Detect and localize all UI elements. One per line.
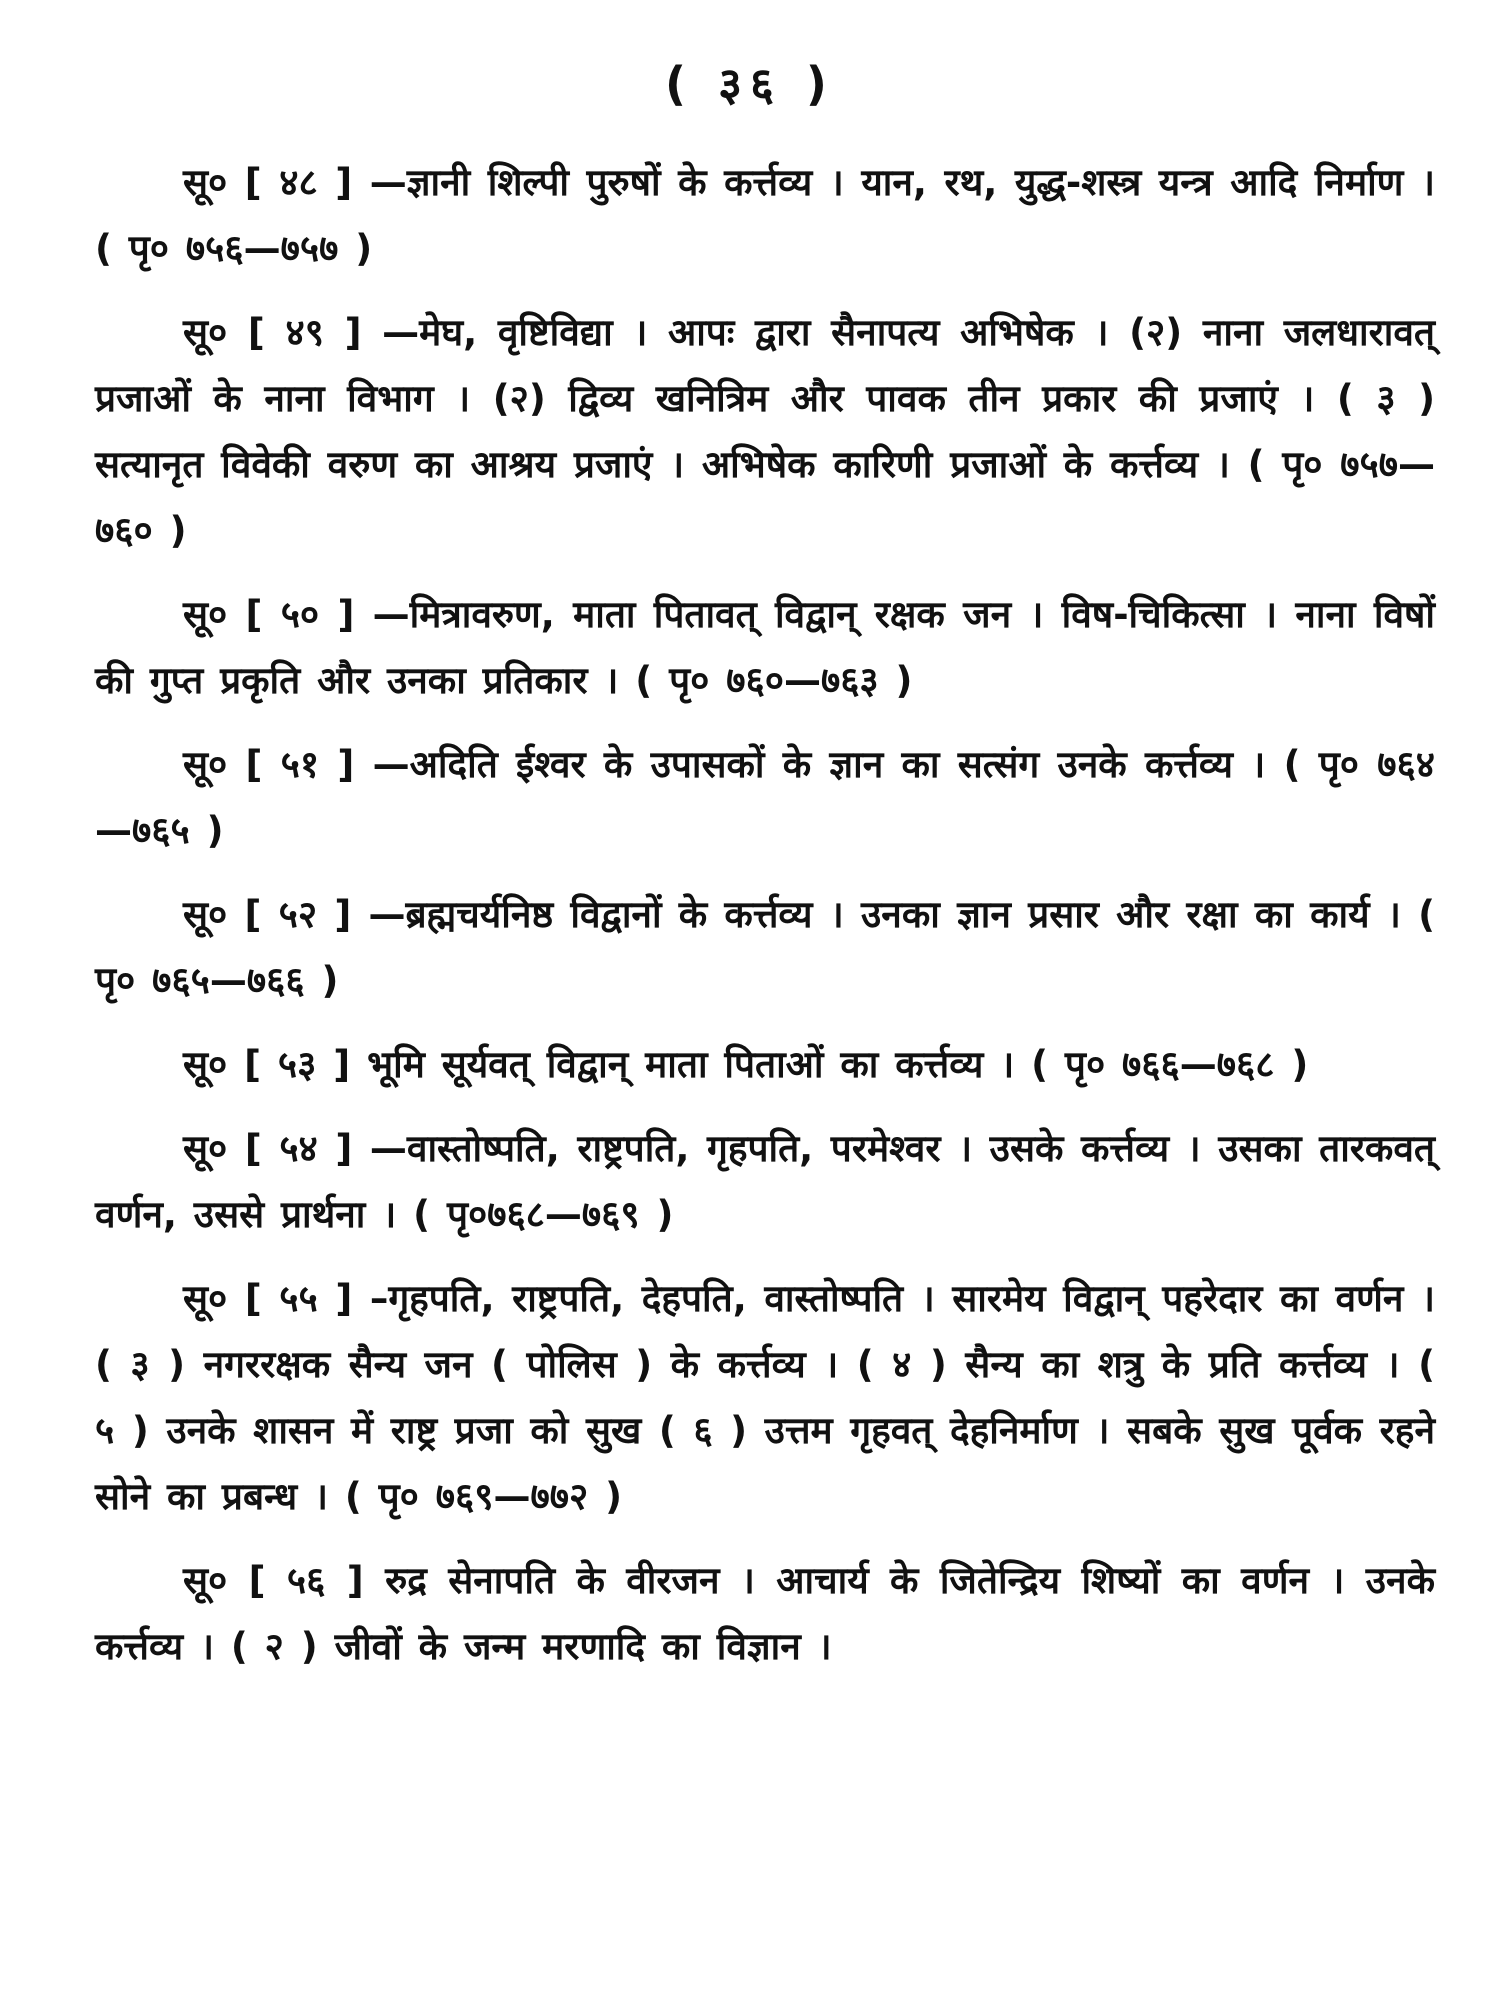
entry-label: सू० [ ५० ] (183, 593, 355, 636)
page-number: ( ३६ ) (665, 57, 835, 111)
entry-text: —मित्रावरुण, माता पितावत् विद्वान् रक्षक जन । विष-चिकित्सा । नाना विषों की गुप्त प्रकृति और उनका प्रतिकार । ( पृ० ७६०—७६३ ) (95, 593, 1435, 702)
entry-label: सू० [ ५१ ] (183, 743, 355, 786)
entry-text: –गृहपति, राष्ट्रपति, देहपति, वास्तोष्पति । सारमेय विद्वान् पहरेदार का वर्णन । ( ३ ) नगररक्षक सैन्य जन ( पोलिस ) के कर्त्तव्य । ( ४ ) सैन्य का शत्रु के प्रति कर्त्तव्य । ( ५ ) उनके शासन में राष्ट्र प्रजा को सुख ( ६ ) उत्तम गृहवत् देहनिर्माण । सबके सुख पूर्वक रहने सोने का प्रबन्ध । ( पृ० ७६९—७७२ ) (95, 1277, 1435, 1518)
entry-sukta-56 (95, 1548, 1435, 1680)
entry-label: सू० [ ५५ ] (183, 1277, 353, 1320)
entry-sukta-51 (95, 732, 1435, 864)
entry-text: भूमि सूर्यवत् विद्वान् माता पिताओं का कर्त्तव्य । ( पृ० ७६६—७६८ ) (367, 1043, 1309, 1086)
entry-text: —वास्तोष्पति, राष्ट्रपति, गृहपति, परमेश्वर । उसके कर्त्तव्य । उसका तारकवत् वर्णन, उससे प्रार्थना । ( पृ०७६८—७६९ ) (95, 1127, 1436, 1236)
entry-text: —अदिति ईश्वर के उपासकों के ज्ञान का सत्संग उनके कर्त्तव्य । ( पृ० ७६४—७६५ ) (95, 743, 1435, 852)
entry-text: रुद्र सेनापति के वीरजन । आचार्य के जितेन्द्रिय शिष्यों का वर्णन । उनके कर्त्तव्य । ( २ ) जीवों के जन्म मरणादि का विज्ञान । (95, 1559, 1435, 1668)
entry-label: सू० [ ४९ ] (183, 311, 362, 354)
entry-text: —मेघ, वृष्टिविद्या । आपः द्वारा सैनापत्य अभिषेक । (२) नाना जलधारावत् प्रजाओं के नाना विभाग । (२) द्विव्य खनित्रिम और पावक तीन प्रकार की प्रजाएं । ( ३ ) सत्यानृत विवेकी वरुण का आश्रय प्रजाएं । अभिषेक कारिणी प्रजाओं के कर्त्तव्य । ( पृ० ७५७—७६० ) (95, 311, 1435, 552)
entry-text: —ब्रह्मचर्यनिष्ठ विद्वानों के कर्त्तव्य । उनका ज्ञान प्रसार और रक्षा का कार्य । ( पृ० ७६५—७६६ ) (95, 893, 1435, 1002)
entry-label: सू० [ ५३ ] (183, 1043, 351, 1086)
entry-sukta-55 (95, 1266, 1435, 1530)
entry-sukta-49 (95, 300, 1435, 564)
entry-sukta-54 (95, 1116, 1435, 1248)
entry-sukta-53 (95, 1032, 1435, 1098)
entry-list (95, 150, 1435, 1698)
entry-sukta-52 (95, 882, 1435, 1014)
entry-label: सू० [ ५४ ] (183, 1127, 353, 1170)
entry-text: —ज्ञानी शिल्पी पुरुषों के कर्त्तव्य । यान, रथ, युद्ध-शस्त्र यन्त्र आदि निर्माण । ( पृ० ७५६—७५७ ) (95, 161, 1436, 270)
entry-sukta-48 (95, 150, 1435, 282)
entry-label: सू० [ ५२ ] (183, 893, 352, 936)
entry-label: सू० [ ४८ ] (183, 161, 353, 204)
entry-sukta-50 (95, 582, 1435, 714)
entry-label: सू० [ ५६ ] (183, 1559, 364, 1602)
